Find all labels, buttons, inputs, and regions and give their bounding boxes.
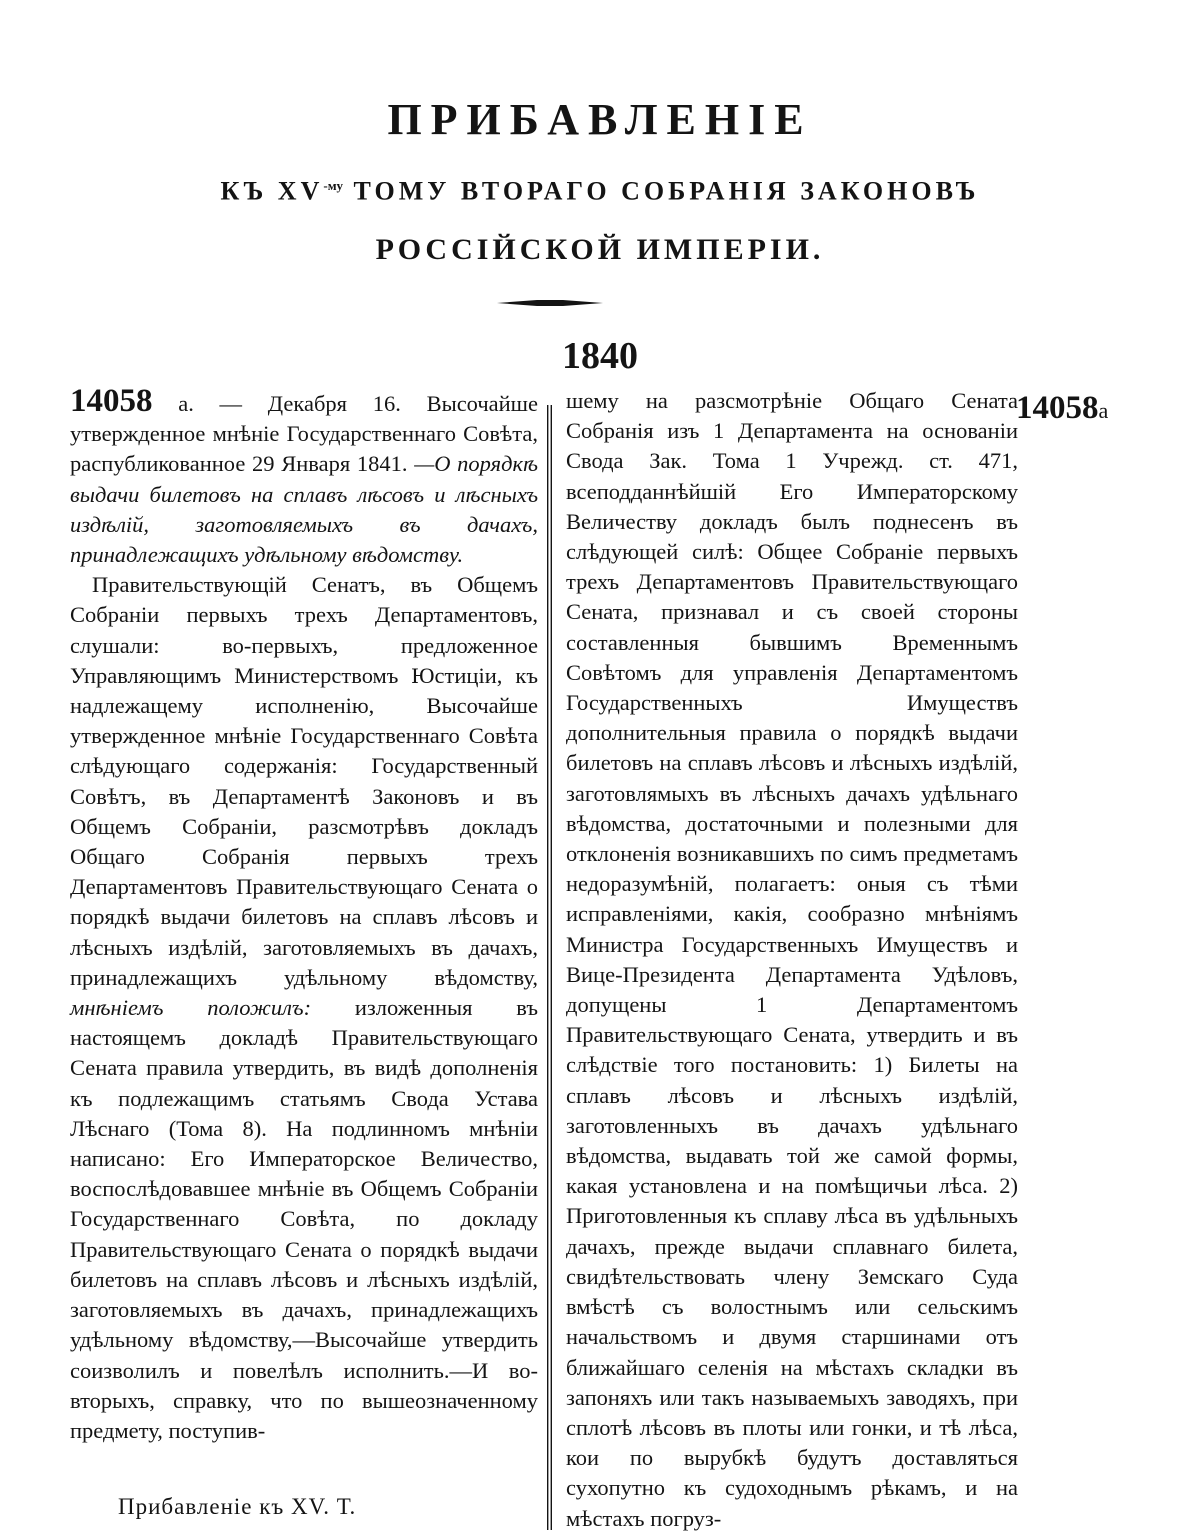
law-heading-text: а. — Декабря 16. Высочайше утвержденное мнѣніе Государственнаго Совѣта, распубликованное 29 Января 1841. — [70, 391, 538, 477]
subtitle-post: ТОМУ ВТОРАГО СОБРАНІЯ ЗАКОНОВЪ — [353, 176, 980, 206]
body-paragraph — [70, 570, 538, 1446]
page-subtitle — [0, 168, 1200, 210]
right-column-text: шему на разсмотрѣніе Общаго Сената Собранія изъ 1 Департамента на основаніи Свода Зак. Тома 1 Учрежд. ст. 471, всеподданнѣйшій Его Императорскому Величеству докладъ былъ поднесенъ въ слѣдующей силѣ: Общее Собраніе первыхъ трехъ Департаментовъ Правительствующаго Сената, признавал и съ своей стороны составленныя бывшимъ Временнымъ Совѣтомъ для управленія Департаментомъ Государственныхъ Имуществъ дополнительныя правила о порядкѣ выдачи билетовъ на сплавъ лѣсовъ и лѣсныхъ издѣлій, заготовлямыхъ въ лѣсныхъ дачахъ удѣльнаго вѣдомства, достаточными и полезными для отклоненія возникавшихъ по симъ предметамъ недоразумѣній, полагаетъ: оныя съ тѣми исправленіями, какія, сообразно мнѣніямъ Министра Государственныхъ Имуществъ и Вице-Президента Департамента Удѣловъ, допущены 1 Департаментомъ Правительствующаго Сената, утвердить и въ слѣдствіе того постановить: 1) Билеты на сплавъ лѣсовъ и лѣсныхъ издѣлій, заготовленныхъ въ дачахъ удѣльнаго вѣдомства, выдавать той же самой формы, какая установлена и на помѣщичьи лѣса. 2) Приготовленныя къ сплаву лѣса въ удѣльныхъ дачахъ, прежде выдачи сплавнаго билета, свидѣтельствовать члену Земскаго Суда вмѣстѣ съ волостнымъ или сельскимъ начальствомъ и двумя старшинами отъ ближайшаго селенія на мѣстахъ складки въ запоняхъ или такъ называемыхъ заводяхъ, при сплотѣ лѣсовъ въ плоты или гонки, и тѣ лѣса, кои по вырубкѣ будутъ доставляться сухопутно къ судоходнымъ рѣкамъ, и на мѣстахъ погруз- — [566, 388, 1018, 1531]
page-subtitle-empire: РОССІЙСКОЙ ИМПЕРІИ. — [375, 233, 825, 266]
right-column — [566, 386, 1018, 1534]
body-text-italic: мнѣніемъ положилъ: — [70, 995, 312, 1021]
column-divider — [546, 405, 553, 1530]
law-number-margin-suffix: а — [1098, 398, 1109, 423]
law-heading-subject: —О порядкѣ выдачи билетовъ на сплавъ лѣсовъ и лѣсныхъ издѣлій, заготовляемыхъ въ дачахъ, принадлежащихъ удѣльному вѣдомству. — [70, 451, 539, 568]
decorative-rule — [497, 298, 603, 308]
law-number-margin-digits: 14058 — [1016, 390, 1099, 426]
year-heading: 1840 — [562, 335, 638, 377]
subtitle-superscript: -му — [323, 178, 344, 193]
law-number: 14058 — [70, 383, 153, 419]
page-title: ПРИБАВЛЕНІЕ — [387, 95, 813, 144]
body-text-b: изложенныя въ настоящемъ докладѣ Правительствующаго Сената правила утвердить, въ видѣ дополненія къ подлежащимъ статьямъ Свода Устава Лѣснаго (Тома 8). На подлинномъ мнѣніи написано: Его Императорское Величество, воспослѣдовавшее мнѣніе въ Общемъ Собраніи Государственнаго Совѣта, по докладу Правительствующаго Сената о порядкѣ выдачи билетовъ на сплавъ лѣсовъ и лѣсныхъ издѣлій, заготовляемыхъ въ дачахъ, принадлежащихъ удѣльному вѣдомству,—Высочайше утвердить соизволилъ и повелѣлъ исполнить.—И во-вторыхъ, справку, что по вышеозначенному предмету, поступив- — [70, 995, 538, 1443]
law-heading — [70, 383, 539, 570]
left-column — [70, 383, 539, 1446]
law-number-margin — [1016, 388, 1108, 431]
page-signature: Прибавленіе къ XV. Т. — [118, 1494, 357, 1519]
subtitle-pre: КЪ XV — [220, 176, 324, 206]
body-text-a: Правительствующій Сенатъ, въ Общемъ Собраніи первыхъ трехъ Департаментовъ, слушали: во-первыхъ, предложенное Управляющимъ Министерствомъ Юстиціи, къ надлежащему исполненію, Высочайше утвержденное мнѣніе Государственнаго Совѣта слѣдующаго содержанія: Государственный Совѣтъ, въ Департаментѣ Законовъ и въ Общемъ Собраніи, разсмотрѣвъ докладъ Общаго Собранія первыхъ трехъ Департаментовъ Правительствующаго Сената о порядкѣ выдачи билетовъ на сплавъ лѣсовъ и лѣсныхъ издѣлій, заготовляемыхъ въ дачахъ, принадлежащихъ удѣльному вѣдомству, — [70, 572, 538, 990]
